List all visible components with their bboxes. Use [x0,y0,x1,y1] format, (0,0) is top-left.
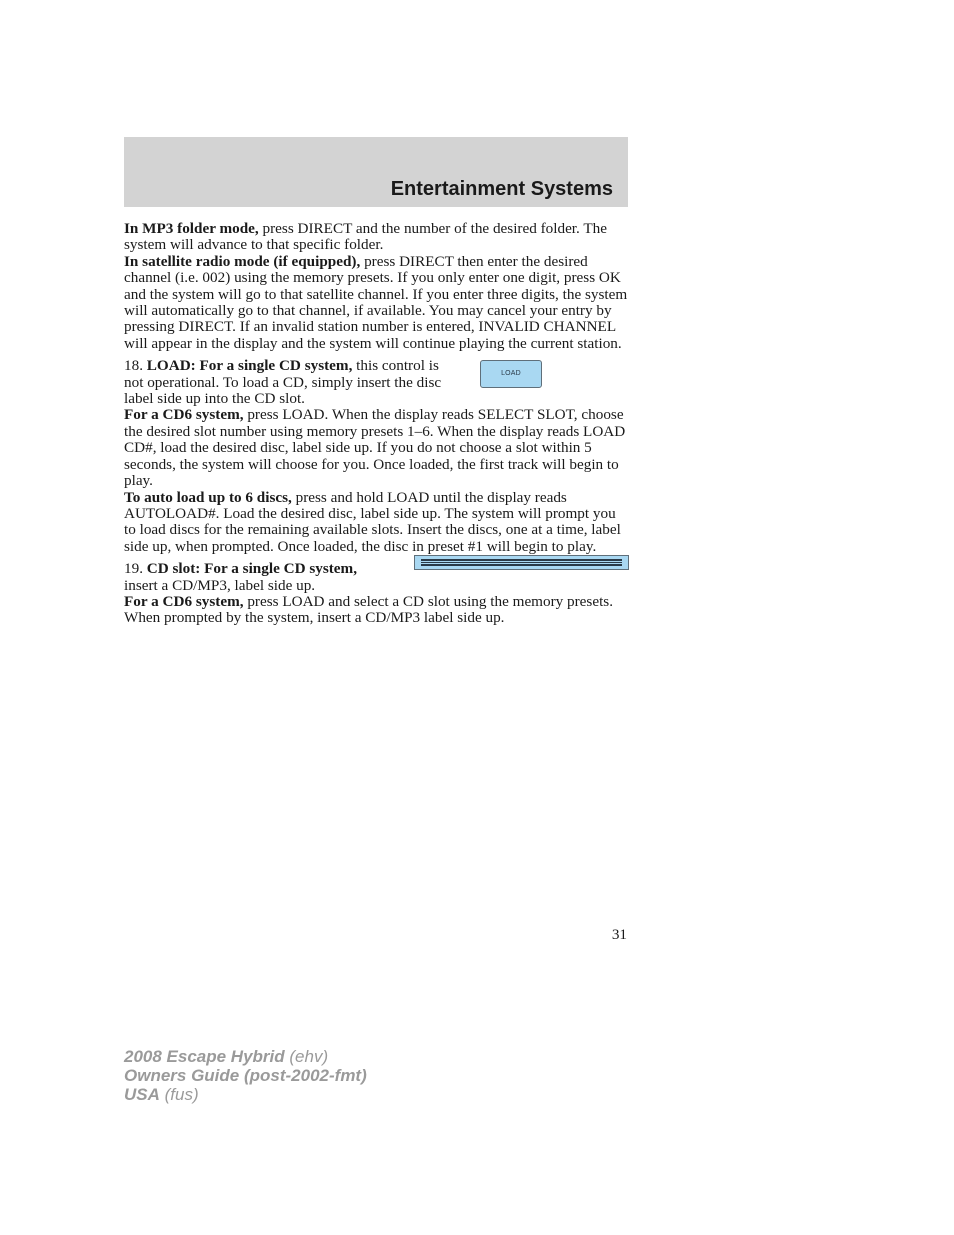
paragraph-item-18: 18. LOAD: For a single CD system, this control is not operational. To load a CD, simply insert the disc label side up into the CD slot. [124,357,442,408]
footer-line-2: Owners Guide (post-2002-fmt) [124,1066,367,1085]
section-title: Entertainment Systems [390,178,613,200]
cd-slot-illustration [414,555,629,570]
document-footer [124,1047,367,1104]
paragraph-cd6: For a CD6 system, press LOAD. When the display reads SELECT SLOT, choose the desired slot number using memory presets 1–6. When the display reads LOAD CD#, load the desired disc, label side up. If you do not choose a slot within 5 seconds, the system will choose for you. Once loaded, the first track will begin to play. [124,406,626,490]
paragraph-item-19: 19. CD slot: For a single CD system, insert a CD/MP3, label side up. [124,560,357,594]
load-button-illustration: LOAD [480,360,542,388]
paragraph-cd6-slot: For a CD6 system, press LOAD and select a CD slot using the memory presets. When prompted by the system, insert a CD/MP3 label side up. [124,592,614,627]
page-number: 31 [611,926,627,943]
section-header [124,137,628,207]
paragraph-autoload: To auto load up to 6 discs, press and hold LOAD until the display reads AUTOLOAD#. Load the desired disc, label side up. The system will prompt you to load discs for the remaining available slots. Insert the discs, one at a time, label side up, when prompted. Once loaded, the disc in preset #1 will begin to play. [124,488,621,555]
paragraph-mp3-folder: In MP3 folder mode, press DIRECT and the number of the desired folder. The system will advance to that specific folder. [124,220,607,254]
page-content [124,221,628,627]
cd-slot-opening [421,559,622,566]
paragraph-satellite: In satellite radio mode (if equipped), press DIRECT then enter the desired channel (i.e. 002) using the memory presets. If you only enter one digit, press OK and the system will go to that satellite channel. If you enter three digits, the system will automatically go to that channel, if available. You may cancel your entry by pressing DIRECT. If an invalid station number is entered, INVALID CHANNEL will appear in the display and the system will continue playing the current station. [124,252,628,352]
footer-line-3: USA (fus) [124,1085,199,1104]
footer-line-1: 2008 Escape Hybrid (ehv) [124,1047,329,1066]
